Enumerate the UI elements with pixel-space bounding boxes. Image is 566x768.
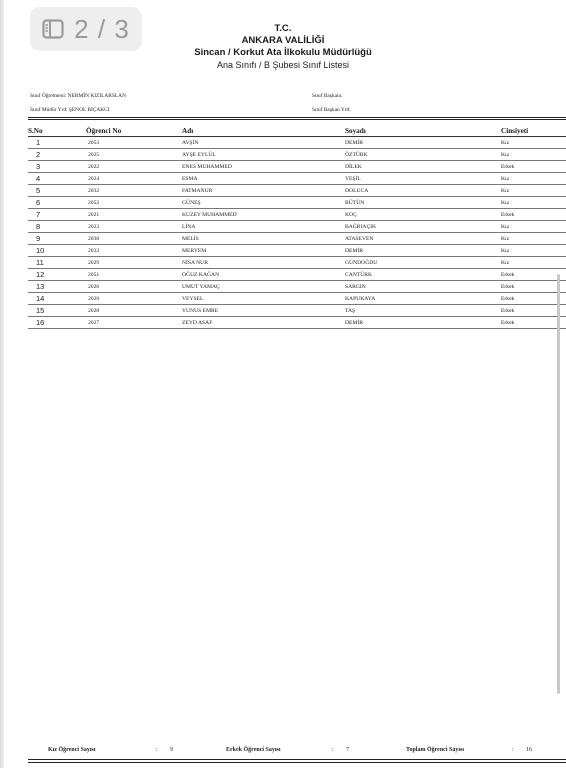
cell-name: ENES MUHAMMED xyxy=(168,161,345,173)
cell-surname: CANTÜRK xyxy=(345,269,501,281)
total-pages: 3 xyxy=(114,13,130,44)
cell-surname: SARGIN xyxy=(345,281,501,293)
student-table xyxy=(28,125,566,329)
table-row xyxy=(28,161,566,173)
cell-surname: GÜNDOĞDU xyxy=(345,257,501,269)
cell-student-no: 2024 xyxy=(86,173,168,185)
cell-name: AVŞİN xyxy=(168,137,345,149)
summary-footer xyxy=(28,747,566,757)
girls-count-value: 9 xyxy=(170,747,173,753)
cell-surname: BAĞRIAÇIK xyxy=(345,221,501,233)
assistant-principal-label: Sınıf Müdür Yrd: ŞENOL BIÇAKCI xyxy=(30,107,110,113)
col-header-name: Adı xyxy=(168,125,345,137)
cell-surname: TAŞ xyxy=(345,305,501,317)
cell-student-no: 2023 xyxy=(86,221,168,233)
cell-student-no: 2021 xyxy=(86,209,168,221)
cell-gender: Kız xyxy=(501,197,566,209)
cell-sno: 8 xyxy=(28,221,86,233)
cell-surname: ATASEVEN xyxy=(345,233,501,245)
colon: : xyxy=(332,747,334,753)
cell-sno: 3 xyxy=(28,161,86,173)
teacher-label: Sınıf Öğretmeni: NERMİN KIZILARSLAN xyxy=(30,93,126,99)
divider xyxy=(28,759,566,760)
cell-student-no: 2030 xyxy=(86,233,168,245)
cell-student-no: 2033 xyxy=(86,245,168,257)
col-header-gender: Cinsiyeti xyxy=(501,125,566,137)
cell-name: MERYEM xyxy=(168,245,345,257)
cell-sno: 11 xyxy=(28,257,86,269)
header-list-title: Ana Sınıfı / B Şubesi Sınıf Listesi xyxy=(216,60,350,70)
table-row xyxy=(28,209,566,221)
table-row xyxy=(28,137,566,149)
table-row xyxy=(28,185,566,197)
cell-student-no: 2025 xyxy=(86,149,168,161)
cell-name: FATMANUR xyxy=(168,185,345,197)
table-row xyxy=(28,221,566,233)
divider xyxy=(28,117,566,118)
cell-sno: 5 xyxy=(28,185,86,197)
boys-count-label: Erkek Öğrenci Sayısı xyxy=(226,747,281,753)
cell-gender: Erkek xyxy=(501,305,566,317)
cell-student-no: 2052 xyxy=(86,197,168,209)
cell-name: VEYSEL xyxy=(168,293,345,305)
cell-sno: 7 xyxy=(28,209,86,221)
document-header xyxy=(0,23,566,71)
cell-gender: Kız xyxy=(501,221,566,233)
cell-name: ESMA xyxy=(168,173,345,185)
cell-sno: 13 xyxy=(28,281,86,293)
header-governorship: ANKARA VALİLİĞİ xyxy=(241,35,325,46)
cell-name: GÜNEŞ xyxy=(168,197,345,209)
cell-student-no: 2028 xyxy=(86,305,168,317)
cell-surname: DOLUCA xyxy=(345,185,501,197)
table-row xyxy=(28,257,566,269)
cell-sno: 1 xyxy=(28,137,86,149)
page-separator: / xyxy=(97,13,107,44)
cell-student-no: 2020 xyxy=(86,281,168,293)
class-vice-president-label: Sınıf Başkan Yrd: xyxy=(312,107,351,113)
table-row xyxy=(28,149,566,161)
cell-gender: Erkek xyxy=(501,161,566,173)
divider xyxy=(28,762,566,763)
cell-student-no: 2051 xyxy=(86,269,168,281)
cell-surname: DİLEK xyxy=(345,161,501,173)
cell-student-no: 2032 xyxy=(86,185,168,197)
class-president-label: Sınıf Başkanı: xyxy=(312,93,343,99)
cell-sno: 2 xyxy=(28,149,86,161)
cell-gender: Kız xyxy=(501,137,566,149)
cell-gender: Kız xyxy=(501,173,566,185)
col-header-sno: S.No xyxy=(28,125,86,137)
table-row xyxy=(28,281,566,293)
cell-name: NİSA NUR xyxy=(168,257,345,269)
table-row xyxy=(28,245,566,257)
cell-gender: Kız xyxy=(501,149,566,161)
cell-surname: DEMİR xyxy=(345,317,501,329)
cell-name: AYŞE EYLÜL xyxy=(168,149,345,161)
table-row xyxy=(28,305,566,317)
col-header-student-no: Öğrenci No xyxy=(86,125,168,137)
cell-sno: 6 xyxy=(28,197,86,209)
table-row xyxy=(28,197,566,209)
cell-student-no: 2053 xyxy=(86,137,168,149)
table-row xyxy=(28,173,566,185)
cell-gender: Erkek xyxy=(501,293,566,305)
page-left-edge xyxy=(0,0,4,768)
cell-surname: ÖZTÜRK xyxy=(345,149,501,161)
cell-name: ZEYD ASAF xyxy=(168,317,345,329)
total-count-label: Toplam Öğrenci Sayısı xyxy=(406,747,465,753)
header-tc: T.C. xyxy=(274,23,292,34)
table-row xyxy=(28,317,566,329)
girls-count-label: Kız Öğrenci Sayısı xyxy=(48,747,96,753)
cell-student-no: 2029 xyxy=(86,257,168,269)
cell-surname: KAPUKAYA xyxy=(345,293,501,305)
cell-gender: Erkek xyxy=(501,269,566,281)
cell-gender: Kız xyxy=(501,257,566,269)
cell-sno: 10 xyxy=(28,245,86,257)
cell-sno: 4 xyxy=(28,173,86,185)
cell-name: UMUT YAMAÇ xyxy=(168,281,345,293)
cell-student-no: 2022 xyxy=(86,161,168,173)
cell-surname: DEMİR xyxy=(345,137,501,149)
table-row xyxy=(28,293,566,305)
divider xyxy=(28,119,566,120)
cell-surname: BÜTÜN xyxy=(345,197,501,209)
cell-sno: 15 xyxy=(28,305,86,317)
table-row xyxy=(28,269,566,281)
total-count-value: 16 xyxy=(526,747,532,753)
cell-name: KUZEY MUHAMMED xyxy=(168,209,345,221)
cell-sno: 9 xyxy=(28,233,86,245)
cell-sno: 16 xyxy=(28,317,86,329)
boys-count-value: 7 xyxy=(346,747,349,753)
cell-student-no: 2027 xyxy=(86,317,168,329)
cell-gender: Kız xyxy=(501,233,566,245)
cell-surname: KOÇ xyxy=(345,209,501,221)
cell-name: YUNUS EMRE xyxy=(168,305,345,317)
header-school: Sincan / Korkut Ata İlkokulu Müdürlüğü xyxy=(194,47,372,58)
cell-surname: DEMİR xyxy=(345,245,501,257)
cell-gender: Erkek xyxy=(501,281,566,293)
cell-gender: Erkek xyxy=(501,209,566,221)
cell-name: OĞUZ KAĞAN xyxy=(168,269,345,281)
table-row xyxy=(28,233,566,245)
cell-gender: Kız xyxy=(501,245,566,257)
cell-name: MELİS xyxy=(168,233,345,245)
current-page: 2 xyxy=(74,13,90,44)
colon: : xyxy=(512,747,514,753)
cell-sno: 14 xyxy=(28,293,86,305)
scrollbar[interactable] xyxy=(557,274,560,694)
col-header-surname: Soyadı xyxy=(345,125,501,137)
table-header-row xyxy=(28,125,566,137)
cell-sno: 12 xyxy=(28,269,86,281)
cell-gender: Kız xyxy=(501,185,566,197)
colon: : xyxy=(156,747,158,753)
cell-name: LİNA xyxy=(168,221,345,233)
cell-gender: Erkek xyxy=(501,317,566,329)
cell-surname: YEŞİL xyxy=(345,173,501,185)
cell-student-no: 2026 xyxy=(86,293,168,305)
